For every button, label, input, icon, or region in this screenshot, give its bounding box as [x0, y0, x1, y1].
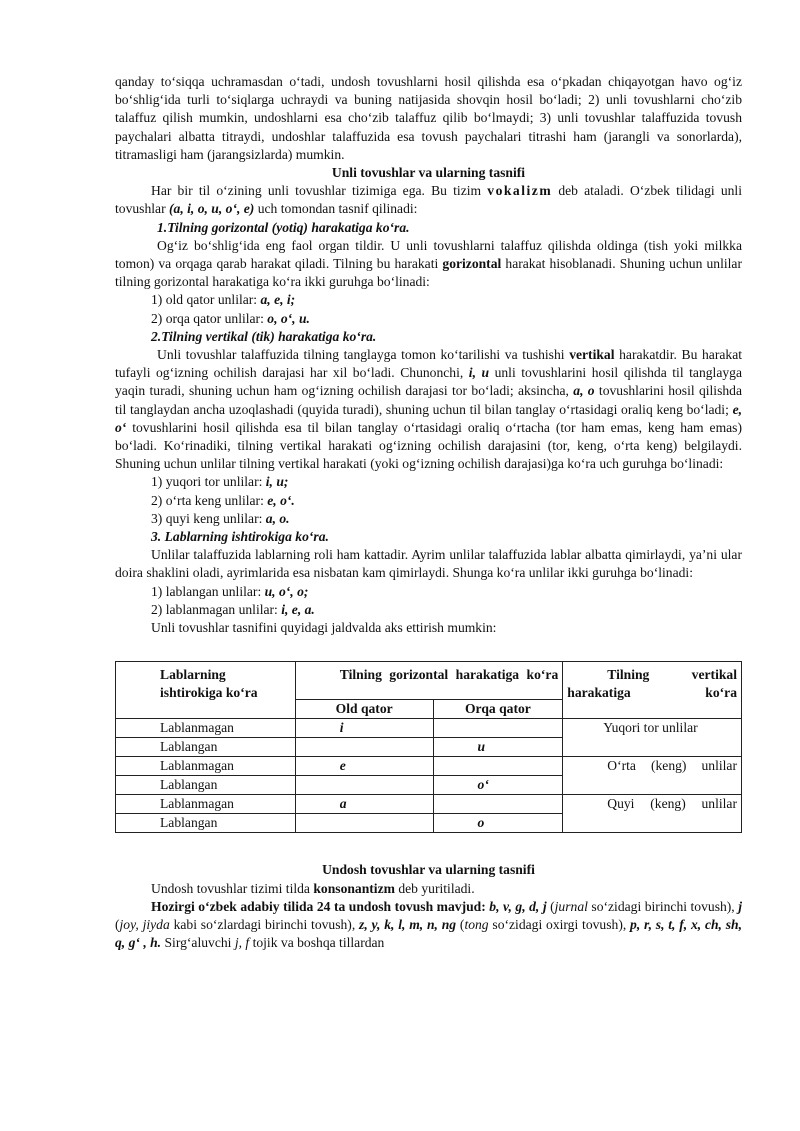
table-row: Lablangan o — [116, 814, 742, 833]
term-vertikal: vertikal — [569, 347, 615, 363]
paragraph-vocalism: Har bir til o‘zining unli tovushlar tizimiga ega. Bu tizim vokalizm deb ataladi. O‘zbek tilidagi unli tovushlar (a, i, o, u, o‘, e) uch tomondan tasnif qilinadi: — [115, 183, 742, 217]
paragraph-table-intro: Unli tovushlar tasnifini quyidagi jaldvalda aks ettirish mumkin: — [151, 620, 497, 636]
term-vokalizm: vokalizm — [487, 183, 553, 199]
list-item: 1) yuqori tor unlilar: i, u; — [151, 474, 289, 490]
table-row: Lablanmagan e O‘rta (keng) unlilar — [116, 757, 742, 776]
list-item: 3) quyi keng unlilar: a, o. — [151, 510, 290, 526]
table-row: Lablanmagan i Yuqori tor unlilar — [116, 719, 742, 738]
vowel-list: (a, i, o, u, o‘, e) — [169, 201, 255, 217]
paragraph-vertical: Unli tovushlar talaffuzida tilning tanglayga tomon ko‘tarilishi va tushishi vertikal harakatdir. Bu harakat tufayli og‘izning ochilish darajasi har xil bo‘ladi. Chunonchi, i, u unli tovushlarini hosil qilishda til tanglayga yaqin turadi, shuning uchun ham og‘izning ochilish darajasi tor bo‘ladi; aksincha, a, o tovushlarini hosil qilishda til tanglaydan ancha uzoqlashadi (quyida turadi), shuning uchun til bilan tanglay o‘rtasidagi oraliq keng bo‘ladi; e, o‘ tovushlarini hosil qilishda esa til bilan tanglay o‘rtasidagi oraliq o‘rtacha (tor ham emas, keng ham emas) bo‘ladi. Ko‘rinadiki, tilning vertikal harakati og‘izning ochilish darajasini (tor, keng, o‘rta keng) belgilaydi. Shuning uchun unlilar tilning vertikal harakati (yoki og‘izning ochilish darajasi)ga ko‘ra uch guruhga bo‘linadi: — [115, 347, 743, 472]
paragraph-horizontal: Og‘iz bo‘shlig‘ida eng faol organ tildir. U unli tovushlarni talaffuz qilishda oldinga (tish yoki milkka tomon) va orqaga qarab harakat qiladi. Tilning bu harakati gorizontal harakat hisoblanadi. Shuning uchun unlilar tilning gorizontal harakatiga ko‘ra ikki guruhga bo‘linadi: — [115, 237, 742, 290]
heading-vowels: Unli tovushlar va ularning tasnifi — [331, 165, 526, 181]
heading-consonants: Undosh tovushlar va ularning tasnifi — [322, 862, 535, 878]
heading-vertical: 2.Tilning vertikal (tik) harakatiga ko‘ra. — [151, 328, 377, 344]
table-vertical-high: Yuqori tor unlilar — [563, 719, 742, 757]
table-vertical-mid: O‘rta (keng) unlilar — [563, 757, 742, 795]
list-item: 2) o‘rta keng unlilar: e, o‘. — [151, 492, 295, 508]
document-page — [115, 73, 742, 952]
term-gorizontal: gorizontal — [442, 256, 502, 272]
paragraph-lips: Unlilar talaffuzida lablarning roli ham kattadir. Ayrim unlilar talaffuzida lablar albatta qimirlaydi, ya’ni ular doira shaklini oladi, ayrimlarida esa nisbatan kam qimirlaydi. Shunga ko‘ra unlilar ikki guruhga bo‘linadi: — [115, 547, 742, 581]
vowel-classification-table — [115, 661, 742, 833]
table-vertical-low: Quyi (keng) unlilar — [563, 795, 742, 833]
table-header-vertical: Tilning vertikal harakatiga ko‘ra — [563, 662, 742, 719]
table-header-lips: Lablarning ishtirokiga ko‘ra — [116, 662, 296, 719]
table-subheader-back: Orqa qator — [433, 700, 563, 719]
list-item: 1) old qator unlilar: a, e, i; — [151, 292, 296, 308]
list-item: 1) lablangan unlilar: u, o‘, o; — [151, 583, 309, 599]
table-subheader-front: Old qator — [295, 700, 433, 719]
paragraph-consonantism: Undosh tovushlar tizimi tilda konsonantizm deb yuritiladi. — [151, 880, 475, 896]
list-item: 2) lablanmagan unlilar: i, e, a. — [151, 601, 315, 617]
table-row: Lablangan u — [116, 738, 742, 757]
table-header-horizontal: Tilning gorizontal harakatiga ko‘ra — [295, 662, 562, 700]
term-konsonantizm: konsonantizm — [313, 880, 395, 896]
paragraph-consonant-inventory: Hozirgi o‘zbek adabiy tilida 24 ta undosh tovush mavjud: b, v, g, d, j (jurnal so‘zidagi birinchi tovush), j (joy, jiyda kabi so‘zlardagi birinchi tovush), z, y, k, l, m, n, ng (tong so‘zidagi oxirgi tovush), p, r, s, t, f, x, ch, sh, q, g‘ , h. Sirg‘aluvchi j, f tojik va boshqa tillardan — [115, 898, 742, 951]
paragraph-vowel-consonant-differences: qanday to‘siqqa uchramasdan o‘tadi, undosh tovushlarni hosil qilishda esa o‘pkadan chiqayotgan havo og‘iz bo‘shlig‘ida turli to‘siqlarga uchraydi va buning natijasida shovqin hosil bo‘ladi; 2) unli tovushlarni cho‘zib talaffuz qilish mumkin, undoshlarni esa cho‘zib talaffuz qilib bo‘lmaydi; 3) unli tovushlar talaffuzida tovush paychalari albatta titraydi, undoshlar talaffuzida esa tovush paychalari titrashi ham (jarangli va sonorlarda), titramasligi ham (jarangsizlarda) mumkin. — [115, 74, 742, 162]
heading-lips: 3. Lablarning ishtirokiga ko‘ra. — [151, 529, 329, 545]
table-row: Lablanmagan a Quyi (keng) unlilar — [116, 795, 742, 814]
list-item: 2) orqa qator unlilar: o, o‘, u. — [151, 310, 310, 326]
heading-horizontal: 1.Tilning gorizontal (yotiq) harakatiga ko‘ra. — [157, 219, 410, 235]
table-row: Lablangan o‘ — [116, 776, 742, 795]
